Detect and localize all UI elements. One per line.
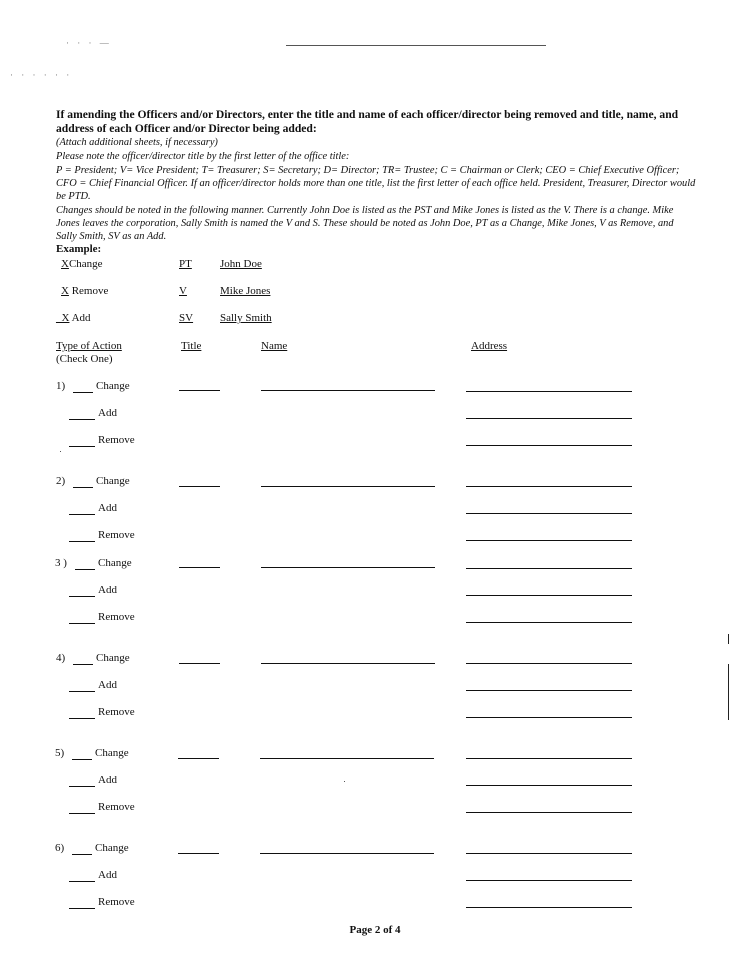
scan-speck xyxy=(344,781,345,782)
entry-5-add-address-field[interactable] xyxy=(466,785,632,786)
entry-3-change-checkbox[interactable] xyxy=(75,569,95,570)
entry-6-change-checkbox[interactable] xyxy=(72,854,92,855)
entry-1-name-field[interactable] xyxy=(261,390,435,391)
entry-3-name-field[interactable] xyxy=(261,567,435,568)
entry-1-change-checkbox[interactable] xyxy=(73,392,93,393)
example-row xyxy=(61,285,108,298)
entry-5-add-label: Add xyxy=(98,774,117,786)
entry-3-address-field[interactable] xyxy=(466,568,632,569)
entry-2-title-field[interactable] xyxy=(179,486,220,487)
entry-1-remove-label: Remove xyxy=(98,434,135,446)
entry-2-remove-address-field[interactable] xyxy=(466,540,632,541)
entry-1-add-address-field[interactable] xyxy=(466,418,632,419)
entry-3-add-label: Add xyxy=(98,584,117,596)
changes-note: Changes should be noted in the following manner. Currently John Doe is listed as the PST and Mike Jones is listed as the V. There is a change. Mike Jones leaves the corporation, Sally Smith is named the V and S. These should be noted as John Doe, PT as a Change, Mike Jones, V as Remove, and Sally Smith, SV as an Add. xyxy=(56,205,674,242)
title-note: Please note the officer/director title by the first letter of the office title: xyxy=(56,151,350,162)
entry-3-remove-label: Remove xyxy=(98,611,135,623)
entry-4-number: 4) xyxy=(56,652,66,664)
entry-6-remove-label: Remove xyxy=(98,896,135,908)
top-rule xyxy=(286,45,546,46)
entry-1-add-checkbox[interactable] xyxy=(69,419,95,420)
entry-5-remove-label: Remove xyxy=(98,801,135,813)
entry-6-title-field[interactable] xyxy=(178,853,219,854)
entry-2-number: 2) xyxy=(56,475,66,487)
col-title-header: Title xyxy=(181,340,202,352)
scan-speck xyxy=(60,451,61,452)
example-action: Add xyxy=(69,312,91,324)
entry-6-address-field[interactable] xyxy=(466,853,632,854)
page-number: Page 2 of 4 xyxy=(349,924,401,936)
entry-2-remove-label: Remove xyxy=(98,529,135,541)
title-codes: P = President; V= Vice President; T= Treasurer; S= Secretary; D= Director; TR= Trustee; C = Chairman or Clerk; CEO = Chief Executive Officer; CFO = Chief Financial Officer. If an officer/director holds more than one title, list the first letter of each office held. President, Treasurer, Director would be PTD. xyxy=(56,165,696,202)
col-type-header: Type of Action xyxy=(56,340,122,352)
entry-5-change-label: Change xyxy=(95,747,129,759)
entry-3-add-address-field[interactable] xyxy=(466,595,632,596)
entry-3-change-label: Change xyxy=(98,557,132,569)
entry-3-title-field[interactable] xyxy=(179,567,220,568)
example-row xyxy=(61,258,103,271)
example-action: Remove xyxy=(71,285,109,297)
entry-5-name-field[interactable] xyxy=(260,758,434,759)
example-title: PT xyxy=(179,258,192,270)
entry-2-add-address-field[interactable] xyxy=(466,513,632,514)
entry-1-remove-address-field[interactable] xyxy=(466,445,632,446)
example-mark: X xyxy=(61,285,69,297)
entry-4-remove-address-field[interactable] xyxy=(466,717,632,718)
example-label: Example: xyxy=(56,243,102,255)
entry-5-remove-address-field[interactable] xyxy=(466,812,632,813)
entry-1-title-field[interactable] xyxy=(179,390,220,391)
entry-6-add-checkbox[interactable] xyxy=(69,881,95,882)
entry-6-remove-address-field[interactable] xyxy=(466,907,632,908)
entry-3-remove-address-field[interactable] xyxy=(466,622,632,623)
entry-2-name-field[interactable] xyxy=(261,486,435,487)
entry-5-add-checkbox[interactable] xyxy=(69,786,95,787)
entry-3-add-checkbox[interactable] xyxy=(69,596,95,597)
example-mark: _X xyxy=(56,312,70,324)
corner-marks-top: · · · — xyxy=(66,38,112,48)
entry-1-change-label: Change xyxy=(96,380,130,392)
example-title: SV xyxy=(179,312,194,324)
entry-5-title-field[interactable] xyxy=(178,758,219,759)
example-name: Sally Smith xyxy=(220,312,272,324)
entry-6-number: 6) xyxy=(55,842,65,854)
attach-note: (Attach additional sheets, if necessary) xyxy=(56,137,218,148)
entry-4-name-field[interactable] xyxy=(261,663,435,664)
col-address-header: Address xyxy=(471,340,508,352)
entry-3-remove-checkbox[interactable] xyxy=(69,623,95,624)
entry-5-address-field[interactable] xyxy=(466,758,632,759)
entry-2-add-label: Add xyxy=(98,502,117,514)
entry-2-add-checkbox[interactable] xyxy=(69,514,95,515)
entry-2-change-checkbox[interactable] xyxy=(73,487,93,488)
scan-edge-mark xyxy=(728,664,729,720)
entry-5-number: 5) xyxy=(55,747,65,759)
entry-6-add-address-field[interactable] xyxy=(466,880,632,881)
example-name: Mike Jones xyxy=(220,285,271,297)
entry-6-add-label: Add xyxy=(98,869,117,881)
entry-1-number: 1) xyxy=(56,380,66,392)
entry-6-change-label: Change xyxy=(95,842,129,854)
entry-4-add-label: Add xyxy=(98,679,117,691)
entry-2-address-field[interactable] xyxy=(466,486,632,487)
entry-3-number: 3 ) xyxy=(55,557,67,569)
col-type-subheader: (Check One) xyxy=(56,353,113,365)
entry-4-address-field[interactable] xyxy=(466,663,632,664)
instructions-heading: If amending the Officers and/or Directors, enter the title and name of each officer/director being removed and title, name, and address of each Officer and/or Director being added: xyxy=(56,108,679,135)
entry-4-remove-checkbox[interactable] xyxy=(69,718,95,719)
col-name-header: Name xyxy=(261,340,288,352)
example-name: John Doe xyxy=(220,258,262,270)
entry-4-title-field[interactable] xyxy=(179,663,220,664)
example-title: V xyxy=(179,285,187,297)
entry-5-change-checkbox[interactable] xyxy=(72,759,92,760)
entry-2-change-label: Change xyxy=(96,475,130,487)
entry-4-remove-label: Remove xyxy=(98,706,135,718)
entry-4-change-checkbox[interactable] xyxy=(73,664,93,665)
example-row xyxy=(56,312,91,325)
entry-1-remove-checkbox[interactable] xyxy=(69,446,95,447)
entry-4-change-label: Change xyxy=(96,652,130,664)
entry-4-add-address-field[interactable] xyxy=(466,690,632,691)
example-mark: X xyxy=(61,258,69,270)
entry-2-remove-checkbox[interactable] xyxy=(69,541,95,542)
entry-1-address-field[interactable] xyxy=(466,391,632,392)
example-action: Change xyxy=(68,258,103,270)
scan-edge-mark xyxy=(728,634,729,644)
entry-5-remove-checkbox[interactable] xyxy=(69,813,95,814)
entry-1-add-label: Add xyxy=(98,407,117,419)
entry-6-remove-checkbox[interactable] xyxy=(69,908,95,909)
entry-6-name-field[interactable] xyxy=(260,853,434,854)
entry-4-add-checkbox[interactable] xyxy=(69,691,95,692)
corner-marks-left: · · · · · · xyxy=(10,70,73,80)
